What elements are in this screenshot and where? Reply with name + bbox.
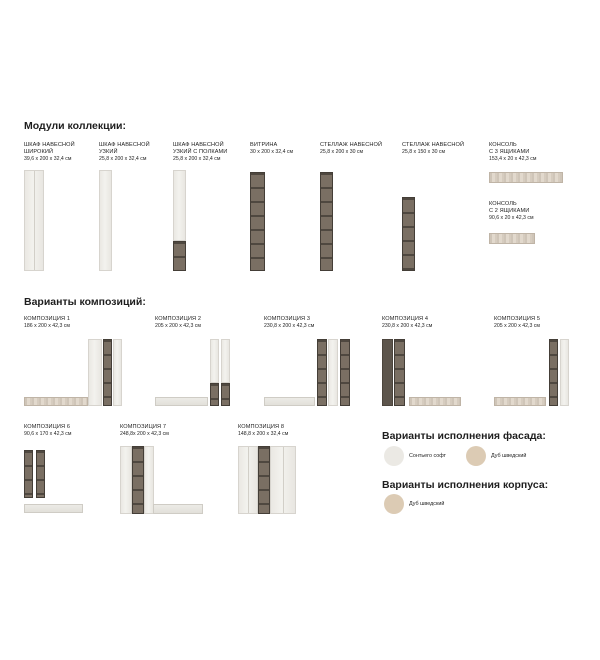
module-dims: 39,6 x 200 x 32,4 см — [24, 156, 72, 162]
composition-dims: 230,8 x 200 x 42,3 см — [382, 323, 433, 329]
shelving-short-drawing — [402, 197, 415, 271]
composition-item — [24, 316, 70, 330]
composition-dims: 205 x 200 x 42,3 см — [155, 323, 201, 329]
composition-label: КОМПОЗИЦИЯ 2 — [155, 316, 202, 322]
composition-8-drawing — [238, 446, 298, 514]
facade-option[interactable] — [466, 446, 526, 466]
module-label: КОНСОЛЬ С 2 ЯЩИКАМИ — [489, 201, 530, 214]
composition-dims: 248,8x 200 x 42,3 см — [120, 431, 169, 437]
compositions-title: Варианты композиций: — [24, 296, 146, 308]
module-dims: 25,8 x 200 x 30 см — [320, 149, 364, 155]
narrow-cabinet-drawing — [99, 170, 112, 271]
module-dims: 25,8 x 200 x 32,4 см — [99, 156, 147, 162]
composition-dims: 230,8 x 200 x 42,3 см — [264, 323, 315, 329]
module-item — [320, 142, 382, 156]
composition-item — [382, 316, 432, 330]
composition-label: КОМПОЗИЦИЯ 1 — [24, 316, 71, 322]
module-label: ШКАФ НАВЕСНОЙ ШИРОКИЙ — [24, 142, 75, 155]
composition-1-drawing — [24, 338, 124, 406]
module-item — [250, 142, 293, 156]
shelving-tall-drawing — [320, 172, 333, 271]
body-title: Варианты исполнения корпуса: — [382, 479, 549, 491]
showcase-drawing — [250, 172, 265, 271]
swatch-icon — [466, 446, 486, 466]
module-item — [173, 142, 227, 163]
composition-4-drawing — [382, 338, 462, 406]
composition-item — [24, 424, 71, 438]
facade-option[interactable] — [384, 446, 446, 466]
module-label: СТЕЛЛАЖ НАВЕСНОЙ — [320, 142, 383, 148]
module-item — [24, 142, 75, 163]
composition-2-drawing — [155, 338, 235, 406]
composition-label: КОМПОЗИЦИЯ 5 — [494, 316, 541, 322]
composition-5-drawing — [494, 338, 574, 406]
composition-item — [120, 424, 169, 438]
composition-dims: 205 x 200 x 42,3 см — [494, 323, 540, 329]
module-dims: 153,4 x 20 x 42,3 см — [489, 156, 537, 162]
swatch-icon — [384, 494, 404, 514]
composition-label: КОМПОЗИЦИЯ 7 — [120, 424, 167, 430]
composition-label: КОМПОЗИЦИЯ 3 — [264, 316, 311, 322]
composition-item — [238, 424, 288, 438]
facade-title: Варианты исполнения фасада: — [382, 430, 546, 442]
module-dims: 25,8 x 200 x 32,4 см — [173, 156, 221, 162]
module-dims: 90,6 x 20 x 42,3 см — [489, 215, 534, 221]
module-dims: 30 x 200 x 32,4 см — [250, 149, 294, 155]
console-3-drawers-drawing — [489, 172, 563, 183]
composition-item — [155, 316, 201, 330]
module-label: ШКАФ НАВЕСНОЙ УЗКИЙ С ПОЛКАМИ — [173, 142, 228, 155]
composition-item — [264, 316, 314, 330]
facade-option-label: Дуб шведский — [491, 453, 527, 459]
composition-label: КОМПОЗИЦИЯ 6 — [24, 424, 71, 430]
facade-option-label: Сонтьего софт — [409, 453, 447, 459]
wide-cabinet-drawing — [24, 170, 44, 271]
composition-label: КОМПОЗИЦИЯ 4 — [382, 316, 429, 322]
module-item — [489, 201, 534, 222]
body-option[interactable] — [384, 494, 444, 514]
composition-dims: 186 x 200 x 42,3 см — [24, 323, 70, 329]
composition-6-drawing — [24, 450, 86, 514]
composition-3-drawing — [264, 338, 354, 406]
module-label: КОНСОЛЬ С 3 ЯЩИКАМИ — [489, 142, 530, 155]
module-item — [402, 142, 464, 156]
composition-label: КОМПОЗИЦИЯ 8 — [238, 424, 285, 430]
narrow-cabinet-shelves-drawing — [173, 170, 186, 271]
composition-item — [494, 316, 540, 330]
body-option-label: Дуб шведский — [409, 501, 445, 507]
modules-title: Модули коллекции: — [24, 120, 126, 132]
composition-dims: 148,8 x 200 x 32,4 см — [238, 431, 289, 437]
swatch-icon — [384, 446, 404, 466]
module-label: ШКАФ НАВЕСНОЙ УЗКИЙ — [99, 142, 150, 155]
module-dims: 25,8 x 150 x 30 см — [402, 149, 446, 155]
module-item — [99, 142, 150, 163]
composition-7-drawing — [120, 446, 206, 514]
module-item — [489, 142, 536, 163]
composition-dims: 90,6 x 170 x 42,3 см — [24, 431, 72, 437]
module-label: СТЕЛЛАЖ НАВЕСНОЙ — [402, 142, 465, 148]
module-label: ВИТРИНА — [250, 142, 278, 148]
console-2-drawers-drawing — [489, 233, 535, 244]
